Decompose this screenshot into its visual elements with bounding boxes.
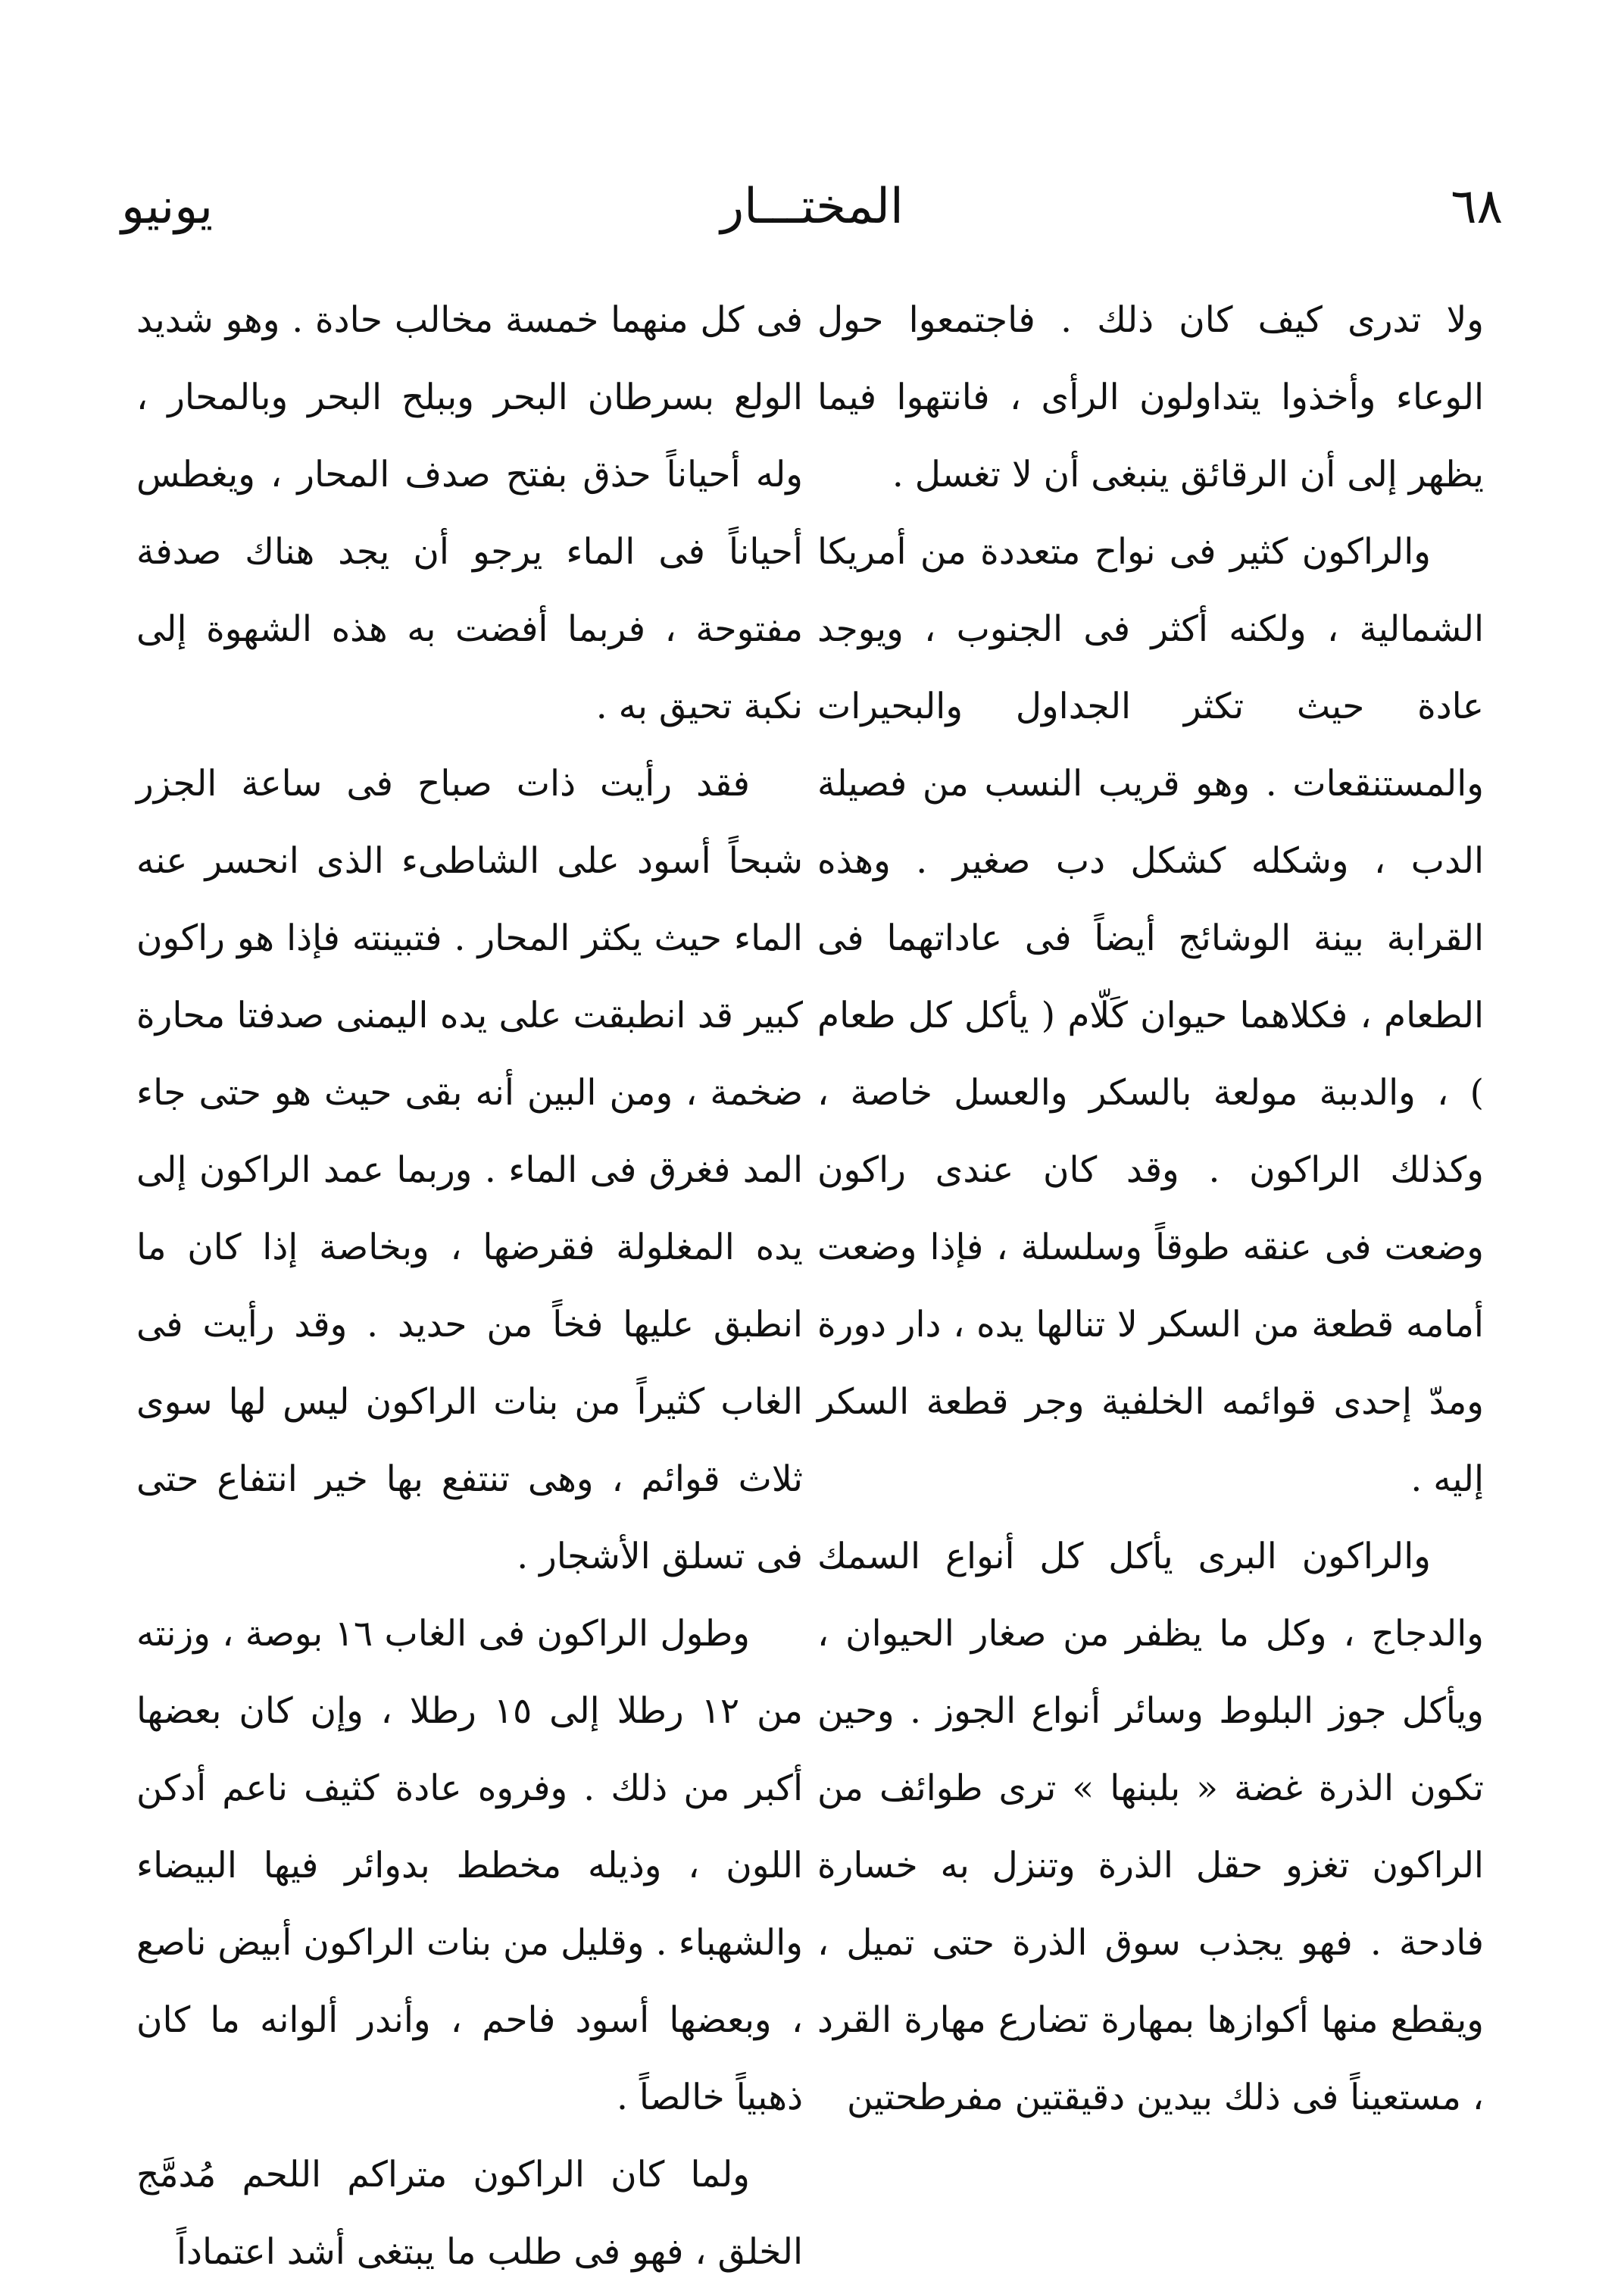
right-column [817,282,1484,2136]
left-column [136,282,803,2291]
paragraph: فى كل منهما خمسة مخالب حادة . وهو شديد الولع بسرطان البحر وببلح البحر وبالمحار ، وله أحياناً حذق بفتح صدف المحار ، ويغطس أحياناً فى الماء يرجو أن يجد هناك صدفة مفتوحة ، فربما أفضت به هذه الشهوة إلى نكبة تحيق به . [136,299,803,727]
issue-month: يونيو [121,179,214,235]
paragraph: والراكون كثير فى نواح متعددة من أمريكا الشمالية ، ولكنه أكثر فى الجنوب ، ويوجد عادة حيث تكثر الجداول والبحيرات والمستنقعات . وهو قريب النسب من فصيلة الدب ، وشكله كشكل دب صغير . وهذه القرابة بينة الوشائج أيضاً فى عاداتهما فى الطعام ، فكلاهما حيوان كَلّام ( يأكل كل طعام ) ، والدببة مولعة بالسكر والعسل خاصة ، وكذلك الراكون . وقد كان عندى راكون وضعت فى عنقه طوقاً وسلسلة ، فإذا وضعت أمامه قطعة من السكر لا تنالها يده ، دار دورة ومدّ إحدى قوائمه الخلفية وجر قطعة السكر إليه . [817,531,1484,1500]
page-number: ٦٨ [1451,179,1503,235]
paragraph: والراكون البرى يأكل كل أنواع السمك والدجاج ، وكل ما يظفر من صغار الحيوان ، ويأكل جوز البلوط وسائر أنواع الجوز . وحين تكون الذرة غضة « بلبنها » ترى طوائف من الراكون تغزو حقل الذرة وتنزل به خسارة فادحة . فهو يجذب سوق الذرة حتى تميل ، ويقطع منها أكوازها بمهارة تضارع مهارة القرد ، مستعيناً فى ذلك بيدين دقيقتين مفرطحتين [817,1536,1484,2118]
journal-title: المختـــار [720,179,904,235]
paragraph: وطول الراكون فى الغاب ١٦ بوصة ، وزنته من ١٢ رطلا إلى ١٥ رطلا ، وإن كان بعضها أكبر من ذلك . وفروه عادة كثيف ناعم أدكن اللون ، وذيله مخطط بدوائر فيها البيضاء والشهباء . وقليل من بنات الراكون أبيض ناصع ، وبعضها أسود فاحم ، وأندر ألوانه ما كان ذهبياً خالصاً . [136,1613,803,2118]
paragraph: ولما كان الراكون متراكم اللحم مُدمَّج الخلق ، فهو فى طلب ما يبتغى أشد اعتماداً [136,2154,803,2273]
paragraph: فقد رأيت ذات صباح فى ساعة الجزر شبحاً أسود على الشاطىء الذى انحسر عنه الماء حيث يكثر المحار . فتبينته فإذا هو راكون كبير قد انطبقت على يده اليمنى صدفتا محارة ضخمة ، ومن البين أنه بقى حيث هو حتى جاء المد فغرق فى الماء . وربما عمد الراكون إلى يده المغلولة فقرضها ، وبخاصة إذا كان ما انطبق عليها فخاً من حديد . وقد رأيت فى الغاب كثيراً من بنات الراكون ليس لها سوى ثلاث قوائم ، وهى تنتفع بها خير انتفاع حتى فى تسلق الأشجار . [136,763,803,1577]
paragraph: ولا تدرى كيف كان ذلك . فاجتمعوا حول الوعاء وأخذوا يتداولون الرأى ، فانتهوا فيما يظهر إلى أن الرقائق ينبغى أن لا تغسل . [817,299,1484,495]
page-header [121,173,1503,241]
